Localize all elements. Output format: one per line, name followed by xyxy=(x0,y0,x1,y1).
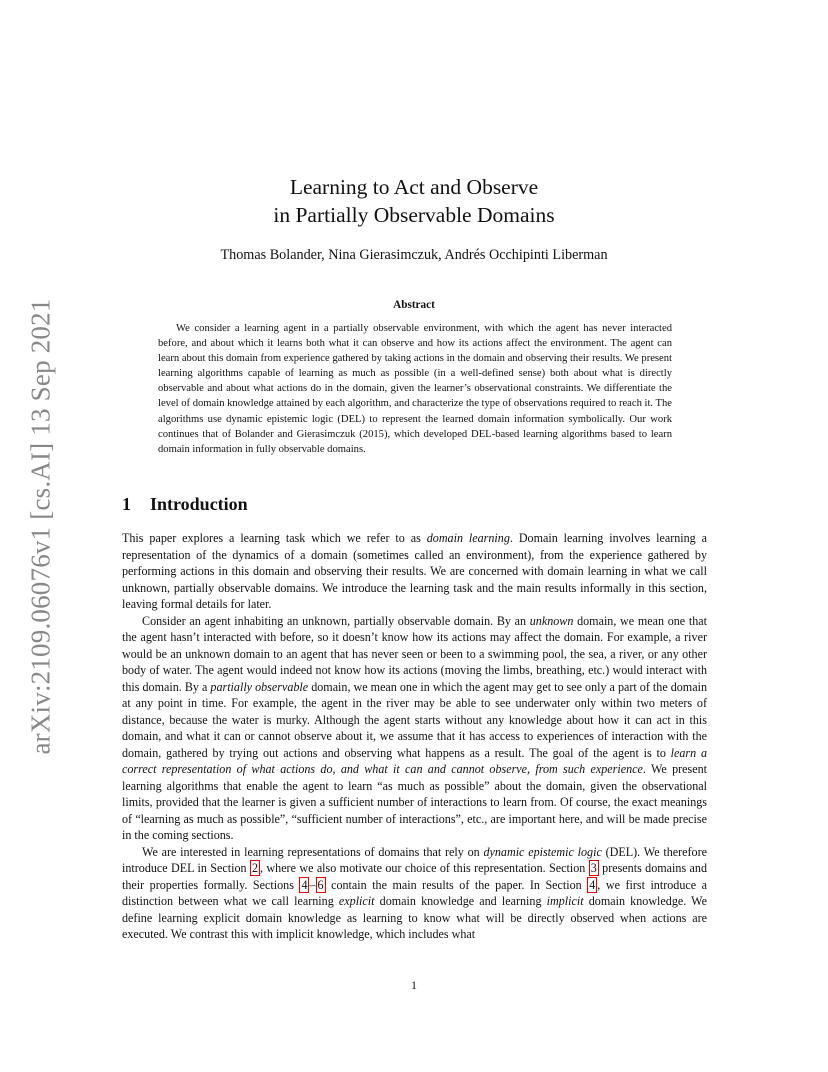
emphasis: partially observable xyxy=(210,679,309,694)
text-run: This paper explores a learning task which we refer to as xyxy=(122,531,427,545)
body-text xyxy=(122,530,707,943)
section-2-link[interactable]: 2 xyxy=(251,861,258,875)
section-4-link[interactable]: 4 xyxy=(589,877,596,892)
emphasis: explicit xyxy=(338,894,375,908)
paper-title xyxy=(0,173,828,229)
abstract-heading: Abstract xyxy=(393,299,435,311)
text-run: , where we also motivate our choice of this representation. Section xyxy=(260,861,589,875)
page-number: 1 xyxy=(411,978,417,992)
emphasis: learn a correct representation of what actions do, and what it can and cannot observe, from such experience xyxy=(122,745,707,776)
text-run: domain, we mean one that the agent hasn’t interacted with before, so it doesn’t know how its actions may affect the domain. For example, a river would be an unknown domain to an agent that has never seen or been to a swimming pool, the sea, a river, or any other body of water. The agent would indeed not know how its actions (moving the limbs, breathing, etc.) would interact with this domain. By a xyxy=(122,613,707,694)
abstract-text: We consider a learning agent in a partially observable environment, with which the agent has never interacted before, and about which it learns both what it can observe and how its actions affect the environment. The agent can learn about this domain from experience gathered by taking actions in the domain and observing their results. We present learning algorithms capable of learning as much as possible (in a well-defined sense) both about what is directly observable and about what actions do in the domain, given the learner’s observational constraints. We differentiate the level of domain knowledge attained by each algorithm, and characterize the type of observations required to reach it. The algorithms use dynamic epistemic logic (DEL) to represent the learned domain information symbolically. Our work continues that of Bolander and Gierasimczuk (2015), which developed DEL-based learning algorithms based to learn domain information in fully observable domains. xyxy=(158,323,672,455)
paper-title-line-2: in Partially Observable Domains xyxy=(273,203,555,227)
text-run: We are interested in learning representations of domains that rely on xyxy=(142,844,484,859)
arxiv-identifier-text: arXiv:2109.06076v1 [cs.AI] 13 Sep 2021 xyxy=(25,297,56,755)
emphasis: dynamic epistemic logic xyxy=(483,844,602,859)
emphasis: domain learning xyxy=(426,531,510,545)
paragraph-1 xyxy=(122,530,707,613)
section-title: Introduction xyxy=(150,494,248,514)
text-run: domain knowledge and learning xyxy=(374,894,547,908)
section-4-link[interactable]: 4 xyxy=(301,877,308,892)
text-run: . Domain learning involves learning a representation of the dynamics of a domain (sometimes called an environment), from the experience gathered by performing actions in this domain and observing their results. We are concerned with domain learning in what we call unknown, partially observable domains. We introduce the learning task and the main results informally in this section, leaving formal details for later. xyxy=(122,531,707,611)
section-6-link[interactable]: 6 xyxy=(317,877,324,892)
section-heading xyxy=(122,494,248,515)
text-run: presents domains and their properties formally. Sections xyxy=(122,861,707,892)
text-run: (DEL). We therefore introduce DEL in Section xyxy=(122,844,707,875)
text-run: Consider an agent inhabiting an unknown, partially observable domain. By an xyxy=(142,613,530,628)
text-run: . We present learning algorithms that enable the agent to learn “as much as possible” about the domain, given the observational limits, provided that the learner is given a sufficient number of interactions to learn from. Of course, the exact meanings of “learning as much as possible”, “sufficient number of interactions”, etc., are important here, and will be made precise in the coming sections. xyxy=(122,762,707,842)
text-run: domain, we mean one in which the agent may get to see only a part of the domain at any point in time. For example, the agent in the river may be able to see underwater only within two meters of distance, because the water is murky. Although the agent starts without any knowledge about how it can act in this domain, and what it can or cannot observe about it, we assume that it has access to experiences of interaction with the domain, gathered by trying out actions and observing what happens as a result. The goal of the agent is to xyxy=(122,679,707,760)
emphasis: unknown xyxy=(529,613,574,628)
emphasis: implicit xyxy=(546,894,584,908)
paragraph-2 xyxy=(122,613,707,844)
text-run: – xyxy=(309,877,316,892)
text-run: , we first introduce a distinction between what we call learning xyxy=(122,877,707,908)
paper-authors: Thomas Bolander, Nina Gierasimczuk, Andrés Occhipinti Liberman xyxy=(220,247,608,263)
arxiv-identifier-stamp xyxy=(22,296,60,756)
paper-title-line-1: Learning to Act and Observe xyxy=(289,175,539,199)
section-number: 1 xyxy=(122,494,131,514)
paragraph-3 xyxy=(122,844,707,943)
text-run: contain the main results of the paper. In Section xyxy=(325,877,588,892)
text-run: domain knowledge. We define learning explicit domain knowledge as learning to know what will be directly observed when actions are executed. We contrast this with implicit knowledge, which includes what xyxy=(122,894,707,941)
section-3-link[interactable]: 3 xyxy=(590,861,597,875)
